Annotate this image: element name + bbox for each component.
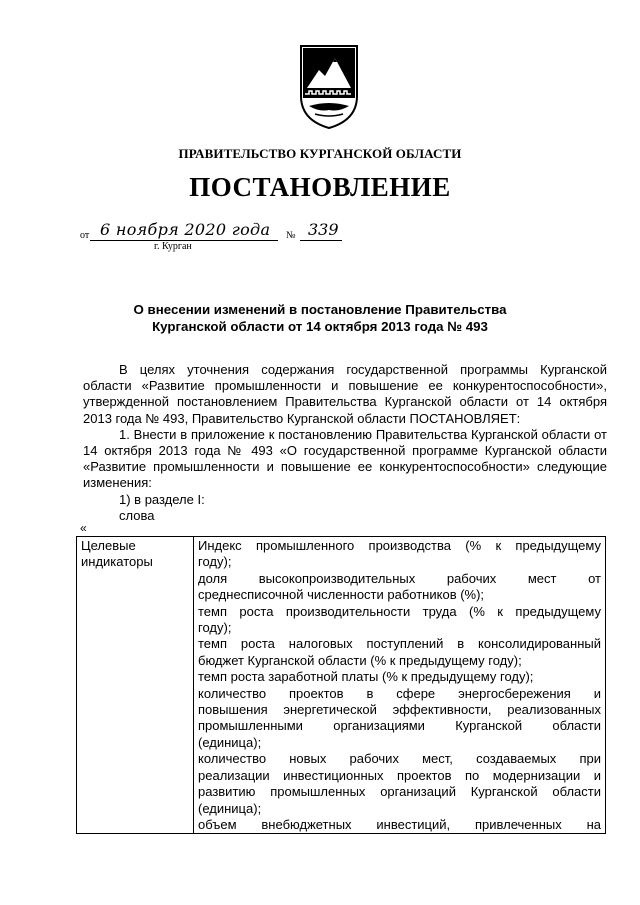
indicators-label: Целевые индикаторы (81, 538, 153, 570)
indicator-line: количество проектов в сфере энергосбережения и (198, 685, 601, 701)
number-prefix: № (286, 230, 296, 241)
indicator-line: доля высокопроизводительных рабочих мест от (198, 570, 601, 586)
document-heading (0, 301, 640, 335)
indicator-line: развитию промышленных организаций Курганской области (198, 784, 601, 800)
indicator-line: промышленными организациями Курганской области (198, 718, 601, 734)
date-number-line (80, 220, 380, 270)
paragraph-item-1: 1. Внести в приложение к постановлению Правительства Курганской области от 14 октября 2013 года № 493 «О государственной программе Курганской области «Развитие промышленности и повышение ее конкурентоспособности» следующие изменения: (83, 426, 607, 491)
indicators-table (76, 536, 606, 834)
paragraph-preamble: В целях уточнения содержания государственной программы Курганской области «Развитие промышленности и повышение ее конкурентоспособности», утвержденной постановлением Правительства Курганской области от 14 октября 2013 года № 493, Правительство Курганской области ПОСТАНОВЛЯЕТ: (83, 362, 607, 426)
table-row (77, 537, 606, 834)
paragraph-words: слова (119, 507, 155, 523)
number-underline (300, 240, 342, 241)
handwritten-date: 6 ноября 2020 года (100, 220, 271, 239)
indicator-line: Индекс промышленного производства (% к предыдущему (198, 538, 601, 553)
indicator-line: (единица); (198, 800, 262, 816)
handwritten-number: 339 (308, 220, 339, 239)
body-text (83, 362, 607, 524)
indicators-label-cell (77, 537, 194, 834)
indicator-line: количество новых рабочих мест, создаваемых при (198, 751, 601, 767)
government-title: ПРАВИТЕЛЬСТВО КУРГАНСКОЙ ОБЛАСТИ (178, 146, 462, 161)
paragraph-subitem-1: 1) в разделе I: (119, 491, 205, 507)
indicator-line: темп роста производительности труда (% к предыдущему (198, 603, 601, 619)
indicator-line: среднесписочной численности работников (%); (198, 587, 485, 603)
indicator-line: объем внебюджетных инвестиций, привлеченных на (198, 816, 601, 832)
heading-line-1: О внесении изменений в постановление Правительства (133, 302, 507, 317)
opening-quote: « (80, 521, 87, 535)
document-type: ПОСТАНОВЛЕНИЕ (189, 172, 451, 202)
indicator-line: реализации инвестиционных проектов по модернизации и (198, 767, 601, 783)
indicator-line: темп роста заработной платы (% к предыдущему году); (198, 669, 534, 685)
city-label: г. Курган (154, 241, 192, 252)
indicator-line: (единица); (198, 734, 262, 750)
date-prefix: от (80, 230, 90, 241)
indicator-line: году); (198, 620, 232, 636)
indicator-line: темп роста налоговых поступлений в консолидированный (198, 636, 601, 652)
indicator-line: бюджет Курганской области (% к предыдущему году); (198, 652, 522, 668)
indicators-list-cell (194, 537, 606, 834)
indicator-line: году); (198, 554, 232, 570)
indicator-line: повышения энергетической эффективности, реализованных (198, 702, 601, 718)
heading-line-2: Курганской области от 14 октября 2013 года № 493 (152, 319, 488, 334)
coat-of-arms-emblem (299, 44, 359, 130)
